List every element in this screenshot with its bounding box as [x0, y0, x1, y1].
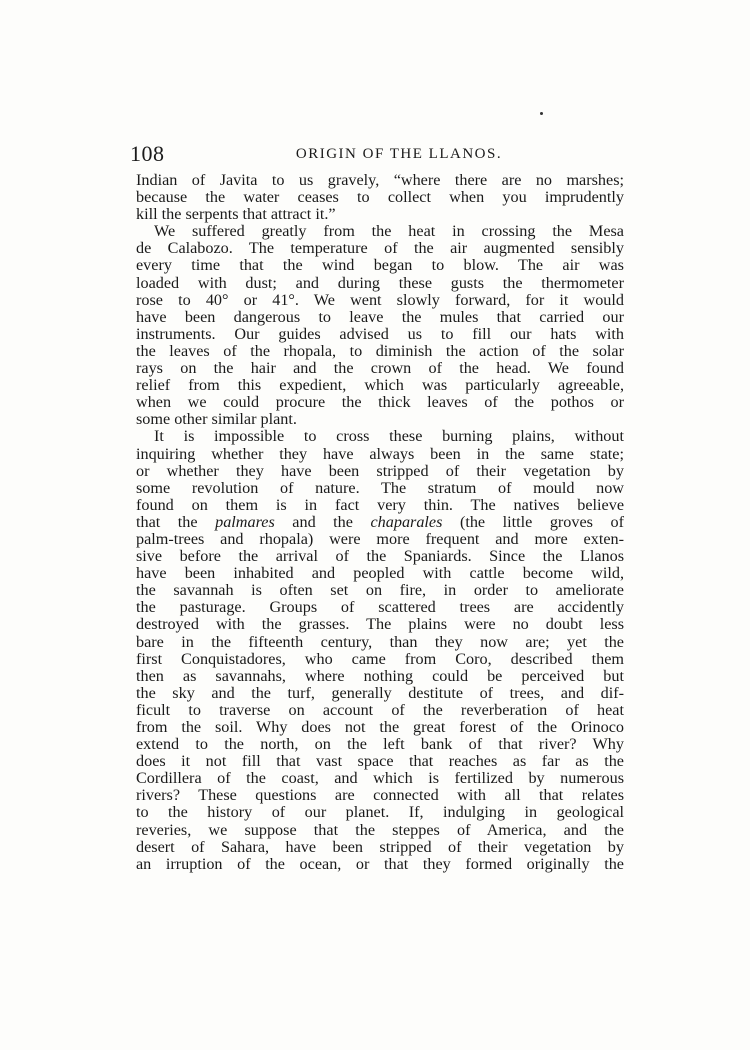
text-line: when we could procure the thick leaves of the pothos or: [136, 393, 624, 412]
running-title: ORIGIN OF THE LLANOS.: [295, 146, 503, 162]
text-line: have been inhabited and peopled with cattle become wild,: [136, 564, 624, 583]
text-line: some other similar plant.: [136, 410, 297, 429]
text-line: sive before the arrival of the Spaniards. Since the Llanos: [136, 547, 624, 566]
text-line: the savannah is often set on fire, in order to ameliorate: [136, 581, 624, 600]
text-line: rose to 40° or 41°. We went slowly forward, for it would: [136, 290, 624, 309]
text-line: an irruption of the ocean, or that they formed originally the: [136, 854, 624, 873]
text-line: found on them is in fact very thin. The natives believe: [136, 495, 624, 514]
text-line: or whether they have been stripped of their vegetation by: [136, 461, 624, 480]
text-line: the pasturage. Groups of scattered trees are accidently: [136, 598, 624, 617]
text-line: palm-trees and rhopala) were more frequent and more exten-: [136, 529, 624, 548]
text-line: de Calabozo. The temperature of the air augmented sensibly: [136, 239, 624, 258]
text-line: Cordillera of the coast, and which is fertilized by numerous: [136, 769, 624, 788]
text-run: and the: [274, 512, 371, 531]
text-run: that the: [136, 512, 216, 531]
text-line: then as savannahs, where nothing could be perceived but: [136, 666, 624, 685]
text-line: some revolution of nature. The stratum of mould now: [136, 478, 624, 497]
text-line: desert of Sahara, have been stripped of their vegetation by: [136, 837, 624, 856]
text-line: relief from this expedient, which was particularly agreeable,: [136, 376, 624, 395]
text-line: rays on the hair and the crown of the head. We found: [136, 359, 624, 378]
text-line: from the soil. Why does not the great forest of the Orinoco: [136, 718, 624, 736]
body-text: [136, 172, 624, 873]
text-line: loaded with dust; and during these gusts the thermometer: [136, 273, 624, 292]
text-line: the leaves of the rhopala, to diminish the action of the solar: [136, 341, 624, 360]
text-line: bare in the fifteenth century, than they now are; yet the: [136, 632, 624, 651]
text-line: have been dangerous to leave the mules that carried our: [136, 307, 624, 326]
text-line: rivers? These questions are connected with all that relates: [136, 786, 624, 805]
italic-term-chaparales: chaparales: [370, 512, 443, 531]
text-line: destroyed with the grasses. The plains were no doubt less: [136, 615, 624, 634]
text-line: because the water ceases to collect when you imprudently: [136, 188, 624, 207]
text-line: first Conquistadores, who came from Coro, described them: [136, 649, 624, 668]
text-line: Indian of Javita to us gravely, “where there are no marshes;: [136, 171, 624, 189]
text-line-with-italics: [136, 514, 624, 531]
text-line: ficult to traverse on account of the reverberation of heat: [136, 700, 624, 719]
text-line: We suffered greatly from the heat in crossing the Mesa: [154, 222, 624, 241]
italic-term-palmares: palmares: [215, 512, 275, 531]
text-line: to the history of our planet. If, indulging in geological: [136, 803, 624, 822]
text-line: the sky and the turf, generally destitute of trees, and dif-: [136, 683, 624, 702]
text-line: It is impossible to cross these burning plains, without: [154, 427, 624, 446]
page-number: 108: [130, 141, 165, 166]
text-line: instruments. Our guides advised us to fill our hats with: [136, 324, 624, 343]
text-run: (the little groves of: [442, 512, 624, 531]
text-line: kill the serpents that attract it.”: [136, 205, 336, 224]
text-line: extend to the north, on the left bank of that river? Why: [136, 735, 624, 754]
text-line: does it not fill that vast space that reaches as far as the: [136, 752, 624, 771]
text-line: inquiring whether they have always been in the same state;: [136, 444, 624, 463]
ink-speck: [540, 112, 543, 115]
running-head: [130, 140, 628, 168]
text-line: every time that the wind began to blow. The air was: [136, 256, 624, 275]
text-line: reveries, we suppose that the steppes of America, and the: [136, 820, 624, 839]
